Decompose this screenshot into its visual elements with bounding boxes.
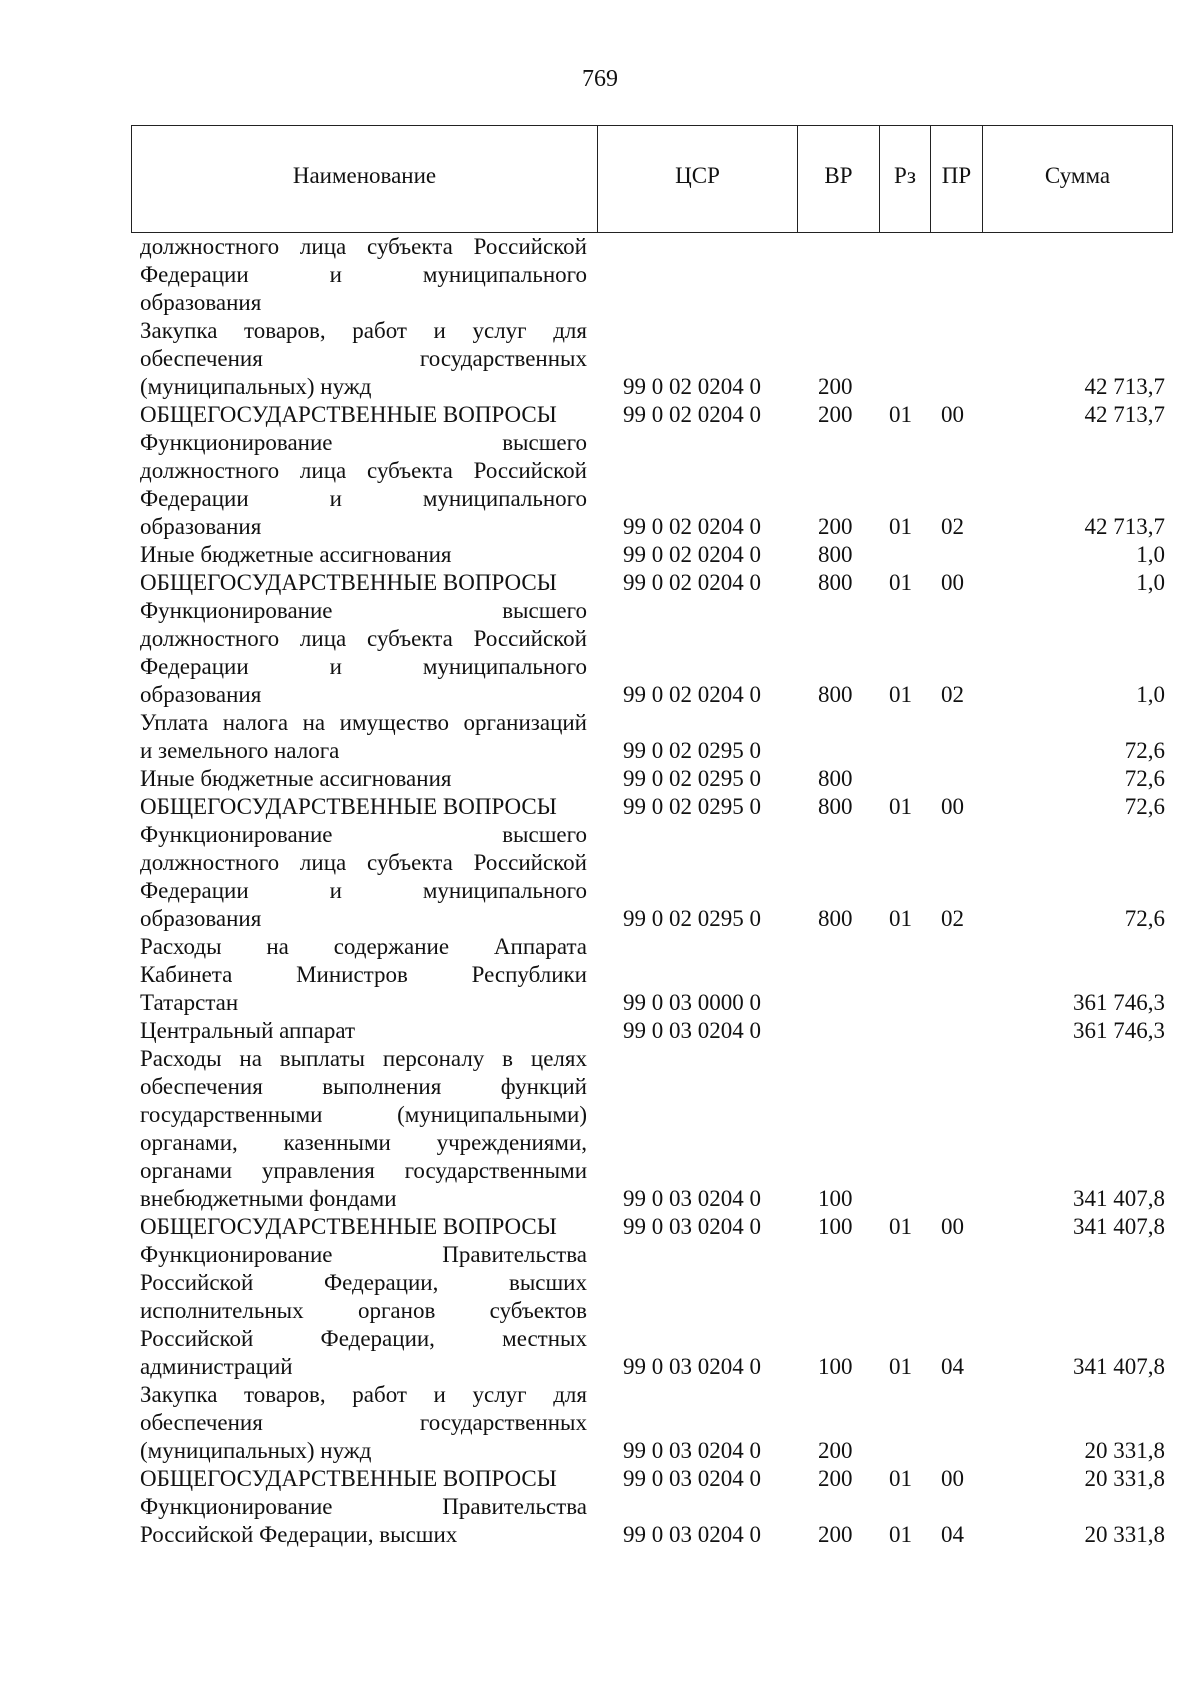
table-row	[0, 569, 1200, 597]
row-name-line: Федерации и муниципального	[140, 878, 587, 903]
column-header-pr: ПР	[930, 126, 982, 232]
row-sum: 42 713,7	[1084, 402, 1165, 427]
table-row	[0, 1017, 1200, 1045]
table-row	[0, 541, 1200, 569]
row-name-line: Федерации и муниципального	[140, 486, 587, 511]
row-vr: 100	[818, 1186, 853, 1211]
row-name-line: обеспечения государственных	[140, 346, 587, 371]
row-csr: 99 0 02 0295 0	[623, 906, 761, 931]
row-name	[140, 233, 587, 317]
row-name-line: Функционирование Правительства	[140, 1494, 587, 1519]
row-csr: 99 0 03 0204 0	[623, 1522, 761, 1547]
row-name-line: Иные бюджетные ассигнования	[140, 766, 452, 791]
row-pr: 00	[941, 794, 964, 819]
row-csr: 99 0 02 0204 0	[623, 514, 761, 539]
table-row	[0, 1241, 1200, 1381]
row-rz: 01	[889, 682, 912, 707]
row-name	[140, 821, 587, 933]
row-vr: 200	[818, 374, 853, 399]
row-rz: 01	[889, 1522, 912, 1547]
row-pr: 04	[941, 1354, 964, 1379]
row-name	[140, 401, 587, 429]
row-name-line: и земельного налога	[140, 738, 340, 763]
row-name	[140, 709, 587, 765]
row-name-line: (муниципальных) нужд	[140, 1438, 372, 1463]
row-csr: 99 0 03 0204 0	[623, 1018, 761, 1043]
row-name-line: Татарстан	[140, 990, 239, 1015]
row-sum: 361 746,3	[1073, 1018, 1165, 1043]
row-name-line: внебюджетными фондами	[140, 1186, 397, 1211]
row-name-line: обеспечения выполнения функций	[140, 1074, 587, 1099]
row-vr: 200	[818, 402, 853, 427]
row-sum: 20 331,8	[1084, 1438, 1165, 1463]
table-row	[0, 1213, 1200, 1241]
row-vr: 800	[818, 906, 853, 931]
row-vr: 800	[818, 766, 853, 791]
row-vr: 800	[818, 542, 853, 567]
row-name-line: органами управления государственными	[140, 1158, 587, 1183]
row-csr: 99 0 03 0204 0	[623, 1186, 761, 1211]
row-sum: 361 746,3	[1073, 990, 1165, 1015]
row-name-line: обеспечения государственных	[140, 1410, 587, 1435]
row-name-line: ОБЩЕГОСУДАРСТВЕННЫЕ ВОПРОСЫ	[140, 570, 557, 595]
row-sum: 72,6	[1124, 766, 1165, 791]
table-row	[0, 597, 1200, 709]
row-name-line: исполнительных органов субъектов	[140, 1298, 587, 1323]
row-name-line: администраций	[140, 1354, 293, 1379]
row-name	[140, 765, 587, 793]
row-pr: 00	[941, 402, 964, 427]
row-csr: 99 0 03 0204 0	[623, 1438, 761, 1463]
table-row	[0, 233, 1200, 317]
row-name-line: должностного лица субъекта Российской	[140, 234, 587, 259]
table-row	[0, 765, 1200, 793]
row-sum: 1,0	[1136, 682, 1165, 707]
row-name-line: Российской Федерации, местных	[140, 1326, 587, 1351]
row-rz: 01	[889, 1214, 912, 1239]
row-name-line: должностного лица субъекта Российской	[140, 850, 587, 875]
row-csr: 99 0 02 0204 0	[623, 682, 761, 707]
row-name	[140, 933, 587, 1017]
row-rz: 01	[889, 1354, 912, 1379]
row-name	[140, 317, 587, 401]
row-rz: 01	[889, 906, 912, 931]
row-name-line: Функционирование высшего	[140, 598, 587, 623]
row-pr: 00	[941, 1466, 964, 1491]
row-vr: 800	[818, 570, 853, 595]
row-sum: 1,0	[1136, 542, 1165, 567]
row-name-line: Функционирование высшего	[140, 822, 587, 847]
row-vr: 200	[818, 1438, 853, 1463]
row-name	[140, 1213, 587, 1241]
table-row	[0, 709, 1200, 765]
column-header-name: Наименование	[292, 163, 437, 188]
table-row	[0, 401, 1200, 429]
row-rz: 01	[889, 570, 912, 595]
row-name	[140, 1017, 587, 1045]
table-row	[0, 933, 1200, 1017]
row-name-line: образования	[140, 514, 262, 539]
row-pr: 02	[941, 906, 964, 931]
row-name-line: государственными (муниципальными)	[140, 1102, 587, 1127]
row-name-line: должностного лица субъекта Российской	[140, 458, 587, 483]
row-name-line: Расходы на содержание Аппарата	[140, 934, 587, 959]
row-csr: 99 0 03 0204 0	[623, 1214, 761, 1239]
row-pr: 00	[941, 570, 964, 595]
row-pr: 02	[941, 514, 964, 539]
row-name-line: Российской Федерации, высших	[140, 1270, 587, 1295]
row-csr: 99 0 02 0204 0	[623, 542, 761, 567]
row-name	[140, 429, 587, 541]
row-vr: 200	[818, 514, 853, 539]
row-csr: 99 0 02 0295 0	[623, 738, 761, 763]
row-name-line: образования	[140, 290, 262, 315]
row-name-line: Функционирование Правительства	[140, 1242, 587, 1267]
row-sum: 72,6	[1124, 738, 1165, 763]
table-row	[0, 429, 1200, 541]
table-row	[0, 1465, 1200, 1493]
row-sum: 341 407,8	[1073, 1354, 1165, 1379]
row-pr: 04	[941, 1522, 964, 1547]
table-row	[0, 821, 1200, 933]
row-name-line: Центральный аппарат	[140, 1018, 356, 1043]
row-name-line: Закупка товаров, работ и услуг для	[140, 318, 587, 343]
row-name-line: должностного лица субъекта Российской	[140, 626, 587, 651]
row-vr: 100	[818, 1214, 853, 1239]
row-name-line: Уплата налога на имущество организаций	[140, 710, 587, 735]
row-sum: 341 407,8	[1073, 1214, 1165, 1239]
row-csr: 99 0 02 0204 0	[623, 402, 761, 427]
row-name	[140, 541, 587, 569]
table-row	[0, 317, 1200, 401]
row-name-line: Федерации и муниципального	[140, 654, 587, 679]
row-name-line: ОБЩЕГОСУДАРСТВЕННЫЕ ВОПРОСЫ	[140, 402, 557, 427]
row-sum: 1,0	[1136, 570, 1165, 595]
row-name-line: образования	[140, 906, 262, 931]
row-name-line: Российской Федерации, высших	[140, 1522, 458, 1547]
row-name-line: Расходы на выплаты персоналу в целях	[140, 1046, 587, 1071]
row-sum: 20 331,8	[1084, 1522, 1165, 1547]
row-sum: 20 331,8	[1084, 1466, 1165, 1491]
table-row	[0, 1381, 1200, 1465]
column-header-sum: Сумма	[982, 126, 1172, 232]
row-vr: 200	[818, 1466, 853, 1491]
row-vr: 800	[818, 794, 853, 819]
table-row	[0, 793, 1200, 821]
row-rz: 01	[889, 1466, 912, 1491]
row-name	[140, 569, 587, 597]
row-name-line: Закупка товаров, работ и услуг для	[140, 1382, 587, 1407]
row-name-line: ОБЩЕГОСУДАРСТВЕННЫЕ ВОПРОСЫ	[140, 794, 557, 819]
row-csr: 99 0 02 0295 0	[623, 766, 761, 791]
row-rz: 01	[889, 794, 912, 819]
row-csr: 99 0 03 0000 0	[623, 990, 761, 1015]
row-name-line: Кабинета Министров Республики	[140, 962, 587, 987]
row-vr: 200	[818, 1522, 853, 1547]
row-csr: 99 0 02 0204 0	[623, 570, 761, 595]
table-header	[131, 125, 1173, 233]
row-name	[140, 793, 587, 821]
row-name-line: (муниципальных) нужд	[140, 374, 372, 399]
row-csr: 99 0 03 0204 0	[623, 1354, 761, 1379]
row-name-line: Функционирование высшего	[140, 430, 587, 455]
column-header-vr: ВР	[797, 126, 879, 232]
row-csr: 99 0 02 0295 0	[623, 794, 761, 819]
row-rz: 01	[889, 402, 912, 427]
row-sum: 72,6	[1124, 794, 1165, 819]
row-name-line: образования	[140, 682, 262, 707]
row-vr: 800	[818, 682, 853, 707]
row-sum: 42 713,7	[1084, 374, 1165, 399]
row-name	[140, 1465, 587, 1493]
row-name	[140, 1241, 587, 1381]
column-header-csr: ЦСР	[597, 126, 797, 232]
table-row	[0, 1493, 1200, 1549]
row-csr: 99 0 02 0204 0	[623, 374, 761, 399]
row-vr: 100	[818, 1354, 853, 1379]
row-name-line: ОБЩЕГОСУДАРСТВЕННЫЕ ВОПРОСЫ	[140, 1466, 557, 1491]
row-name	[140, 1493, 587, 1549]
row-name	[140, 597, 587, 709]
table-row	[0, 1045, 1200, 1213]
row-csr: 99 0 03 0204 0	[623, 1466, 761, 1491]
row-pr: 00	[941, 1214, 964, 1239]
table-body	[0, 233, 1200, 1549]
row-rz: 01	[889, 514, 912, 539]
row-name-line: органами, казенными учреждениями,	[140, 1130, 587, 1155]
row-name-line: Иные бюджетные ассигнования	[140, 542, 452, 567]
row-name	[140, 1045, 587, 1213]
row-sum: 72,6	[1124, 906, 1165, 931]
row-sum: 341 407,8	[1073, 1186, 1165, 1211]
row-sum: 42 713,7	[1084, 514, 1165, 539]
column-header-rz: Рз	[879, 126, 930, 232]
row-name-line: ОБЩЕГОСУДАРСТВЕННЫЕ ВОПРОСЫ	[140, 1214, 557, 1239]
row-pr: 02	[941, 682, 964, 707]
row-name	[140, 1381, 587, 1465]
row-name-line: Федерации и муниципального	[140, 262, 587, 287]
page-number: 769	[582, 66, 618, 92]
